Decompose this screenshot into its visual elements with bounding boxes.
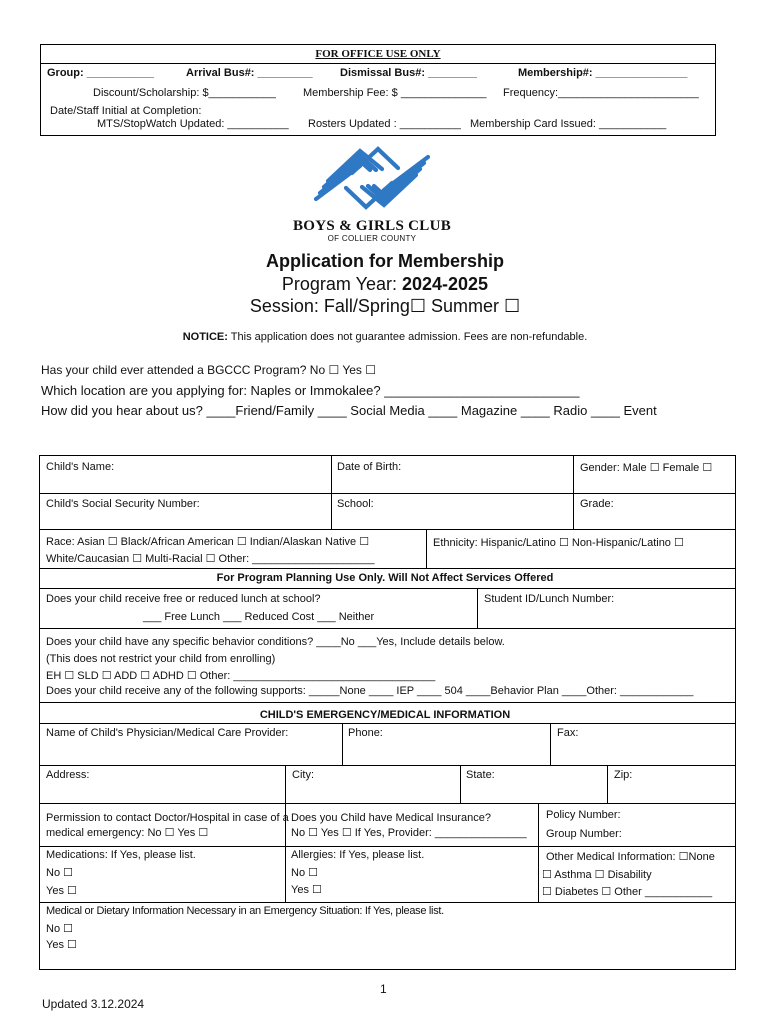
school-field[interactable]: School:	[337, 498, 374, 510]
page-title: Application for Membership	[265, 251, 505, 271]
policy-number-field[interactable]: Policy Number:	[546, 809, 621, 821]
rosters-field[interactable]: Rosters Updated : __________	[308, 118, 461, 130]
office-use-title: FOR OFFICE USE ONLY	[315, 48, 441, 60]
ethnicity-options[interactable]: Ethnicity: Hispanic/Latino ☐ Non-Hispanic/Latino ☐	[433, 537, 684, 549]
dob-field[interactable]: Date of Birth:	[337, 461, 402, 473]
logo-name: BOYS & GIRLS CLUB	[292, 218, 452, 234]
race-options-row2[interactable]: White/Caucasian ☐ Multi-Racial ☐ Other: ____________________	[46, 553, 375, 565]
behavior-question[interactable]: Does your child have any specific behavior conditions? ____No ___Yes, Include details below.	[46, 636, 505, 648]
card-issued-field[interactable]: Membership Card Issued: ___________	[470, 118, 667, 130]
dismissal-bus-field[interactable]: Dismissal Bus#: ________	[340, 67, 477, 79]
program-year	[0, 274, 770, 295]
fax-field[interactable]: Fax:	[557, 727, 579, 739]
other-medical-options-row1[interactable]: ☐ Asthma ☐ Disability	[542, 869, 652, 881]
behavior-options[interactable]: EH ☐ SLD ☐ ADD ☐ ADHD ☐ Other: _________________________________	[46, 670, 436, 682]
insurance-question: Does you Child have Medical Insurance?	[291, 812, 491, 824]
city-field[interactable]: City:	[292, 769, 314, 781]
dietary-yes[interactable]: Yes ☐	[46, 939, 77, 951]
ssn-field[interactable]: Child's Social Security Number:	[46, 498, 200, 510]
gender-field[interactable]: Gender: Male ☐ Female ☐	[580, 462, 713, 474]
lunch-question: Does your child receive free or reduced lunch at school?	[46, 593, 321, 605]
discount-field[interactable]: Discount/Scholarship: $___________	[93, 87, 276, 99]
zip-field[interactable]: Zip:	[614, 769, 633, 781]
behavior-note: (This does not restrict your child from enrolling)	[46, 653, 276, 665]
allergies-label: Allergies: If Yes, please list.	[291, 849, 425, 861]
other-medical-options-row2[interactable]: ☐ Diabetes ☐ Other ___________	[542, 886, 713, 898]
logo-subtitle: OF COLLIER COUNTY	[327, 234, 417, 243]
allergies-yes[interactable]: Yes ☐	[291, 884, 322, 896]
mts-field[interactable]: MTS/StopWatch Updated: __________	[97, 118, 289, 130]
state-field[interactable]: State:	[466, 769, 495, 781]
permission-label: Permission to contact Doctor/Hospital in case of a	[46, 812, 289, 824]
other-medical-label[interactable]: Other Medical Information: ☐None	[546, 851, 715, 863]
dietary-label: Medical or Dietary Information Necessary in an Emergency Situation: If Yes, please list.	[46, 905, 444, 917]
medications-yes[interactable]: Yes ☐	[46, 885, 77, 897]
permission-options[interactable]: medical emergency: No ☐ Yes ☐	[46, 827, 209, 839]
date-staff-label: Date/Staff Initial at Completion:	[50, 105, 202, 117]
session-options[interactable]: Session: Fall/Spring☐ Summer ☐	[249, 296, 521, 316]
attended-question[interactable]: Has your child ever attended a BGCCC Program? No ☐ Yes ☐	[41, 363, 377, 377]
program-year-label: Program Year:	[281, 274, 402, 294]
hear-about-question[interactable]: How did you hear about us? ____Friend/Family ____ Social Media ____ Magazine ____ Radio ____ Event	[41, 403, 657, 418]
medical-header: CHILD'S EMERGENCY/MEDICAL INFORMATION	[259, 709, 511, 721]
page-number: 1	[380, 982, 387, 996]
insurance-options[interactable]: No ☐ Yes ☐ If Yes, Provider: _______________	[291, 827, 527, 839]
planning-header: For Program Planning Use Only. Will Not Affect Services Offered	[216, 572, 554, 584]
updated-date: Updated 3.12.2024	[42, 997, 145, 1011]
group-number-field[interactable]: Group Number:	[546, 828, 622, 840]
address-field[interactable]: Address:	[46, 769, 90, 781]
student-id-field[interactable]: Student ID/Lunch Number:	[484, 593, 615, 605]
dietary-no[interactable]: No ☐	[46, 923, 73, 935]
group-field[interactable]: Group: ___________	[47, 67, 155, 79]
grade-field[interactable]: Grade:	[580, 498, 614, 510]
frequency-field[interactable]: Frequency:_______________________	[503, 87, 699, 99]
notice-text: This application does not guarantee admission. Fees are non-refundable.	[227, 331, 588, 343]
notice-label: NOTICE:	[182, 331, 228, 343]
race-options-row1[interactable]: Race: Asian ☐ Black/African American ☐ Indian/Alaskan Native ☐	[46, 536, 370, 548]
membership-number-field[interactable]: Membership#: _______________	[518, 67, 688, 79]
medications-no[interactable]: No ☐	[46, 867, 73, 879]
supports-question[interactable]: Does your child receive any of the following supports: _____None ____ IEP ____ 504 ____Behavior Plan ____Other: ____________	[46, 685, 694, 697]
phone-field[interactable]: Phone:	[348, 727, 383, 739]
notice	[0, 331, 770, 343]
program-year-value: 2024-2025	[401, 274, 489, 294]
arrival-bus-field[interactable]: Arrival Bus#: _________	[186, 67, 313, 79]
lunch-options[interactable]: ___ Free Lunch ___ Reduced Cost ___ Neither	[143, 611, 375, 623]
physician-field[interactable]: Name of Child's Physician/Medical Care Provider:	[46, 727, 289, 739]
divider	[41, 63, 715, 64]
child-name-field[interactable]: Child's Name:	[46, 461, 115, 473]
allergies-no[interactable]: No ☐	[291, 867, 318, 879]
membership-fee-field[interactable]: Membership Fee: $ ______________	[303, 87, 487, 99]
location-question[interactable]: Which location are you applying for: Naples or Immokalee? ___________________________	[41, 383, 580, 398]
medications-label: Medications: If Yes, please list.	[46, 849, 196, 861]
